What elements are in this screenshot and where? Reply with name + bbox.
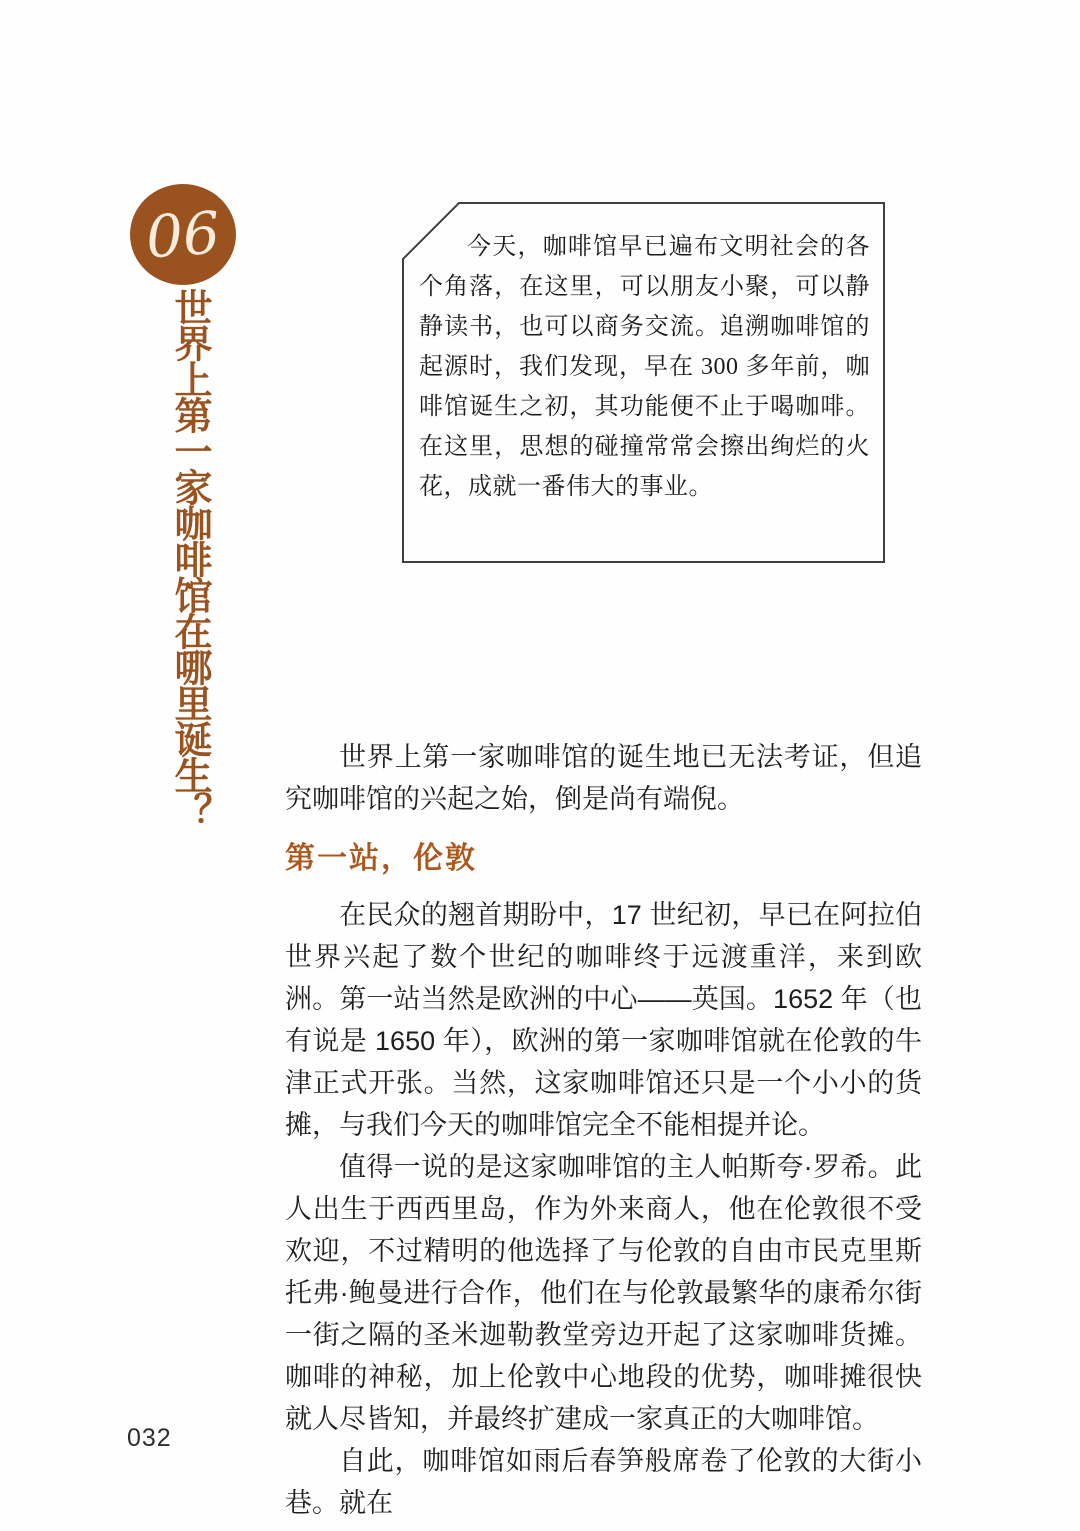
chapter-number: 06 [143,198,223,271]
intro-quote-text: 今天，咖啡馆早已遍布文明社会的各个角落，在这里，可以朋友小聚，可以静静读书，也可以商务交流。追溯咖啡馆的起源时，我们发现，早在 300 多年前，咖啡馆诞生之初，其功能便不止于喝咖啡。在这里，思想的碰撞常常会擦出绚烂的火花，成就一番伟大的事业。 [419,234,870,500]
body-paragraph-3: 值得一说的是这家咖啡馆的主人帕斯夸·罗希。此人出生于西西里岛，作为外来商人，他在伦敦很不受欢迎，不过精明的他选择了与伦敦的自由市民克里斯托弗·鲍曼进行合作，他们在与伦敦最繁华的康希尔街一街之隔的圣米迦勒教堂旁边开起了这家咖啡货摊。咖啡的神秘，加上伦敦中心地段的优势，咖啡摊很快就人尽皆知，并最终扩建成一家真正的大咖啡馆。 [285,1152,922,1434]
chapter-number-badge [130,184,236,285]
body-paragraph-1: 世界上第一家咖啡馆的诞生地已无法考证，但追究咖啡馆的兴起之始，倒是尚有端倪。 [285,742,922,814]
section-heading: 第一站，伦敦 [285,842,477,875]
chapter-title-vertical: 世界上第一家咖啡馆在哪里诞生？ [168,288,210,828]
page-number: 032 [127,1424,172,1452]
body-paragraph-4: 自此，咖啡馆如雨后春笋般席卷了伦敦的大街小巷。就在 [285,1446,922,1518]
intro-quote-box [402,202,885,563]
body-text-column [285,736,922,1524]
body-paragraph-2: 在民众的翘首期盼中，17 世纪初，早已在阿拉伯世界兴起了数个世纪的咖啡终于远渡重洋，来到欧洲。第一站当然是欧洲的中心——英国。1652 年（也有说是 1650 年），欧洲的第一家咖啡馆就在伦敦的牛津正式开张。当然，这家咖啡馆还只是一个小小的货摊，与我们今天的咖啡馆完全不能相提并论。 [285,900,922,1140]
